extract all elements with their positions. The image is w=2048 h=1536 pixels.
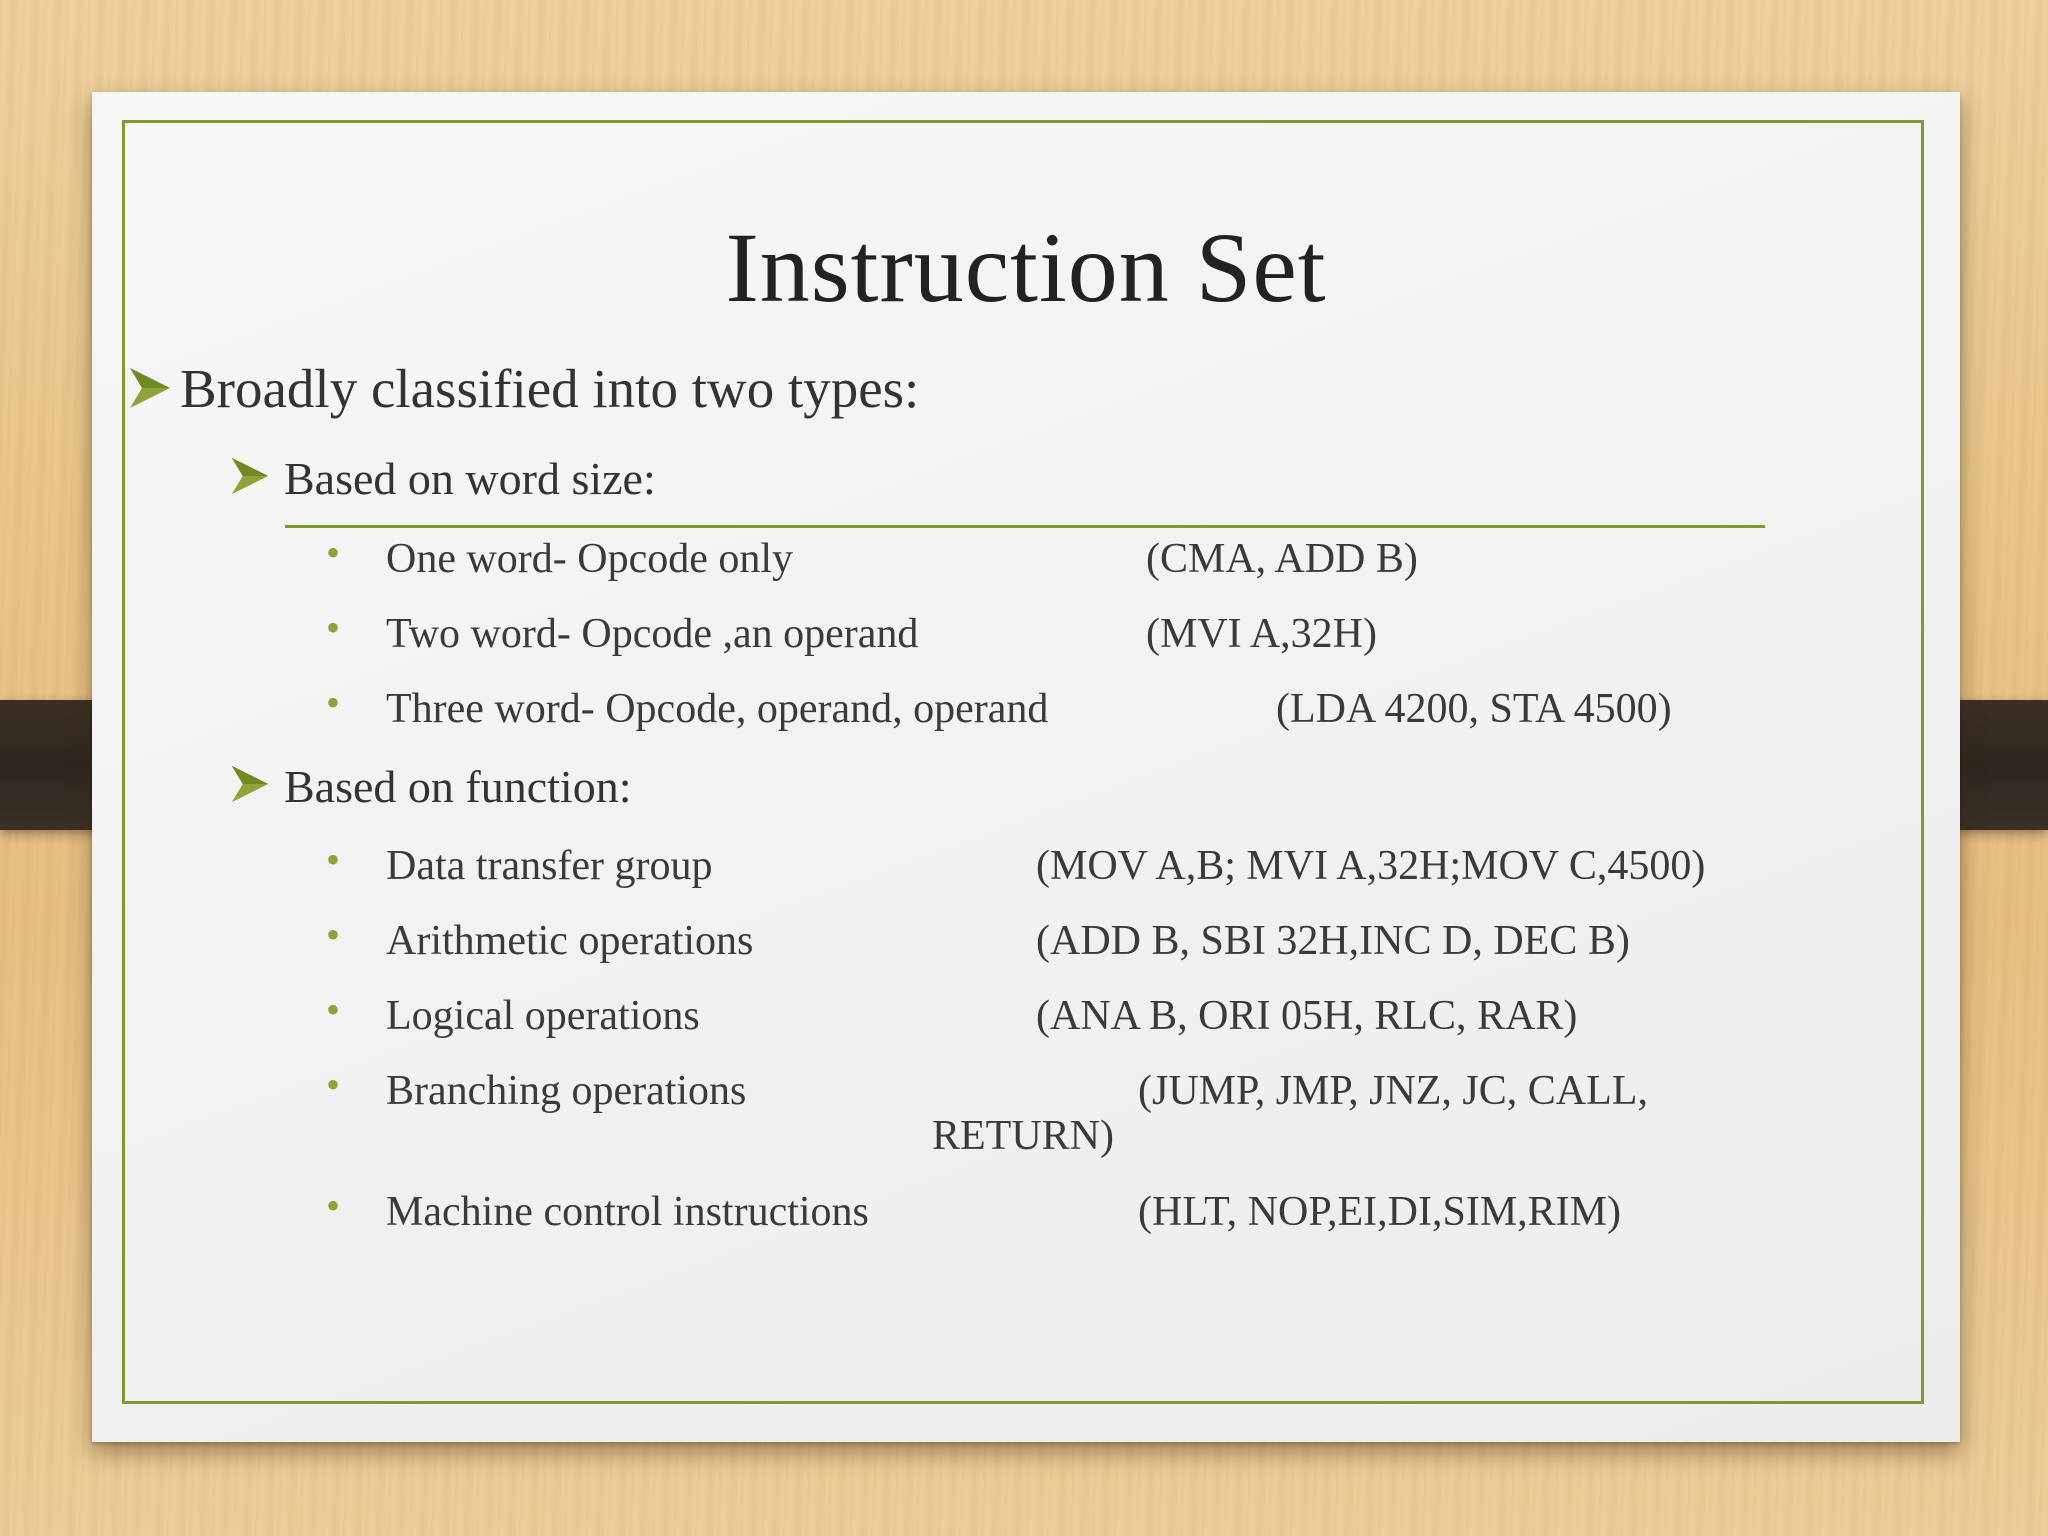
dot-bullet-icon: • bbox=[326, 1183, 341, 1228]
item-label: Logical operations bbox=[386, 993, 700, 1039]
arrow-bullet-icon bbox=[230, 764, 270, 804]
item-example: (ANA B, ORI 05H, RLC, RAR) bbox=[1036, 993, 1578, 1039]
arrow-bullet-icon bbox=[128, 366, 172, 410]
dot-bullet-icon: • bbox=[326, 680, 341, 725]
group-heading-text: Based on word size: bbox=[284, 453, 656, 504]
dot-bullet-icon: • bbox=[326, 530, 341, 575]
item-label: Three word- Opcode, operand, operand bbox=[386, 686, 1049, 732]
item-example: (MVI A,32H) bbox=[1146, 611, 1377, 657]
item-example: (JUMP, JMP, JNZ, JC, CALL, bbox=[1138, 1068, 1648, 1114]
dot-bullet-icon: • bbox=[326, 837, 341, 882]
item-example-continued: RETURN) bbox=[932, 1113, 1114, 1159]
slide-title: Instruction Set bbox=[725, 212, 1327, 323]
item-label: Data transfer group bbox=[386, 843, 713, 889]
dot-bullet-icon: • bbox=[326, 1062, 341, 1107]
dot-bullet-icon: • bbox=[326, 987, 341, 1032]
slide-card bbox=[92, 92, 1960, 1442]
item-label: One word- Opcode only bbox=[386, 536, 794, 582]
item-example: (LDA 4200, STA 4500) bbox=[1276, 686, 1672, 732]
item-label: Machine control instructions bbox=[386, 1189, 869, 1235]
item-example: (MOV A,B; MVI A,32H;MOV C,4500) bbox=[1036, 843, 1706, 889]
divider-line bbox=[285, 525, 1765, 528]
dot-bullet-icon: • bbox=[326, 912, 341, 957]
arrow-bullet-icon bbox=[230, 456, 270, 496]
item-example: (ADD B, SBI 32H,INC D, DEC B) bbox=[1036, 918, 1630, 964]
main-bullet-text: Broadly classified into two types: bbox=[180, 358, 920, 419]
group-heading-text: Based on function: bbox=[284, 761, 632, 812]
dot-bullet-icon: • bbox=[326, 605, 341, 650]
group-heading-word-size bbox=[230, 452, 656, 505]
item-label: Branching operations bbox=[386, 1068, 747, 1114]
item-example: (HLT, NOP,EI,DI,SIM,RIM) bbox=[1138, 1189, 1621, 1235]
item-label: Arithmetic operations bbox=[386, 918, 754, 964]
main-bullet bbox=[128, 357, 919, 420]
item-label: Two word- Opcode ,an operand bbox=[386, 611, 919, 657]
group-heading-function bbox=[230, 760, 632, 813]
item-example: (CMA, ADD B) bbox=[1146, 536, 1418, 582]
